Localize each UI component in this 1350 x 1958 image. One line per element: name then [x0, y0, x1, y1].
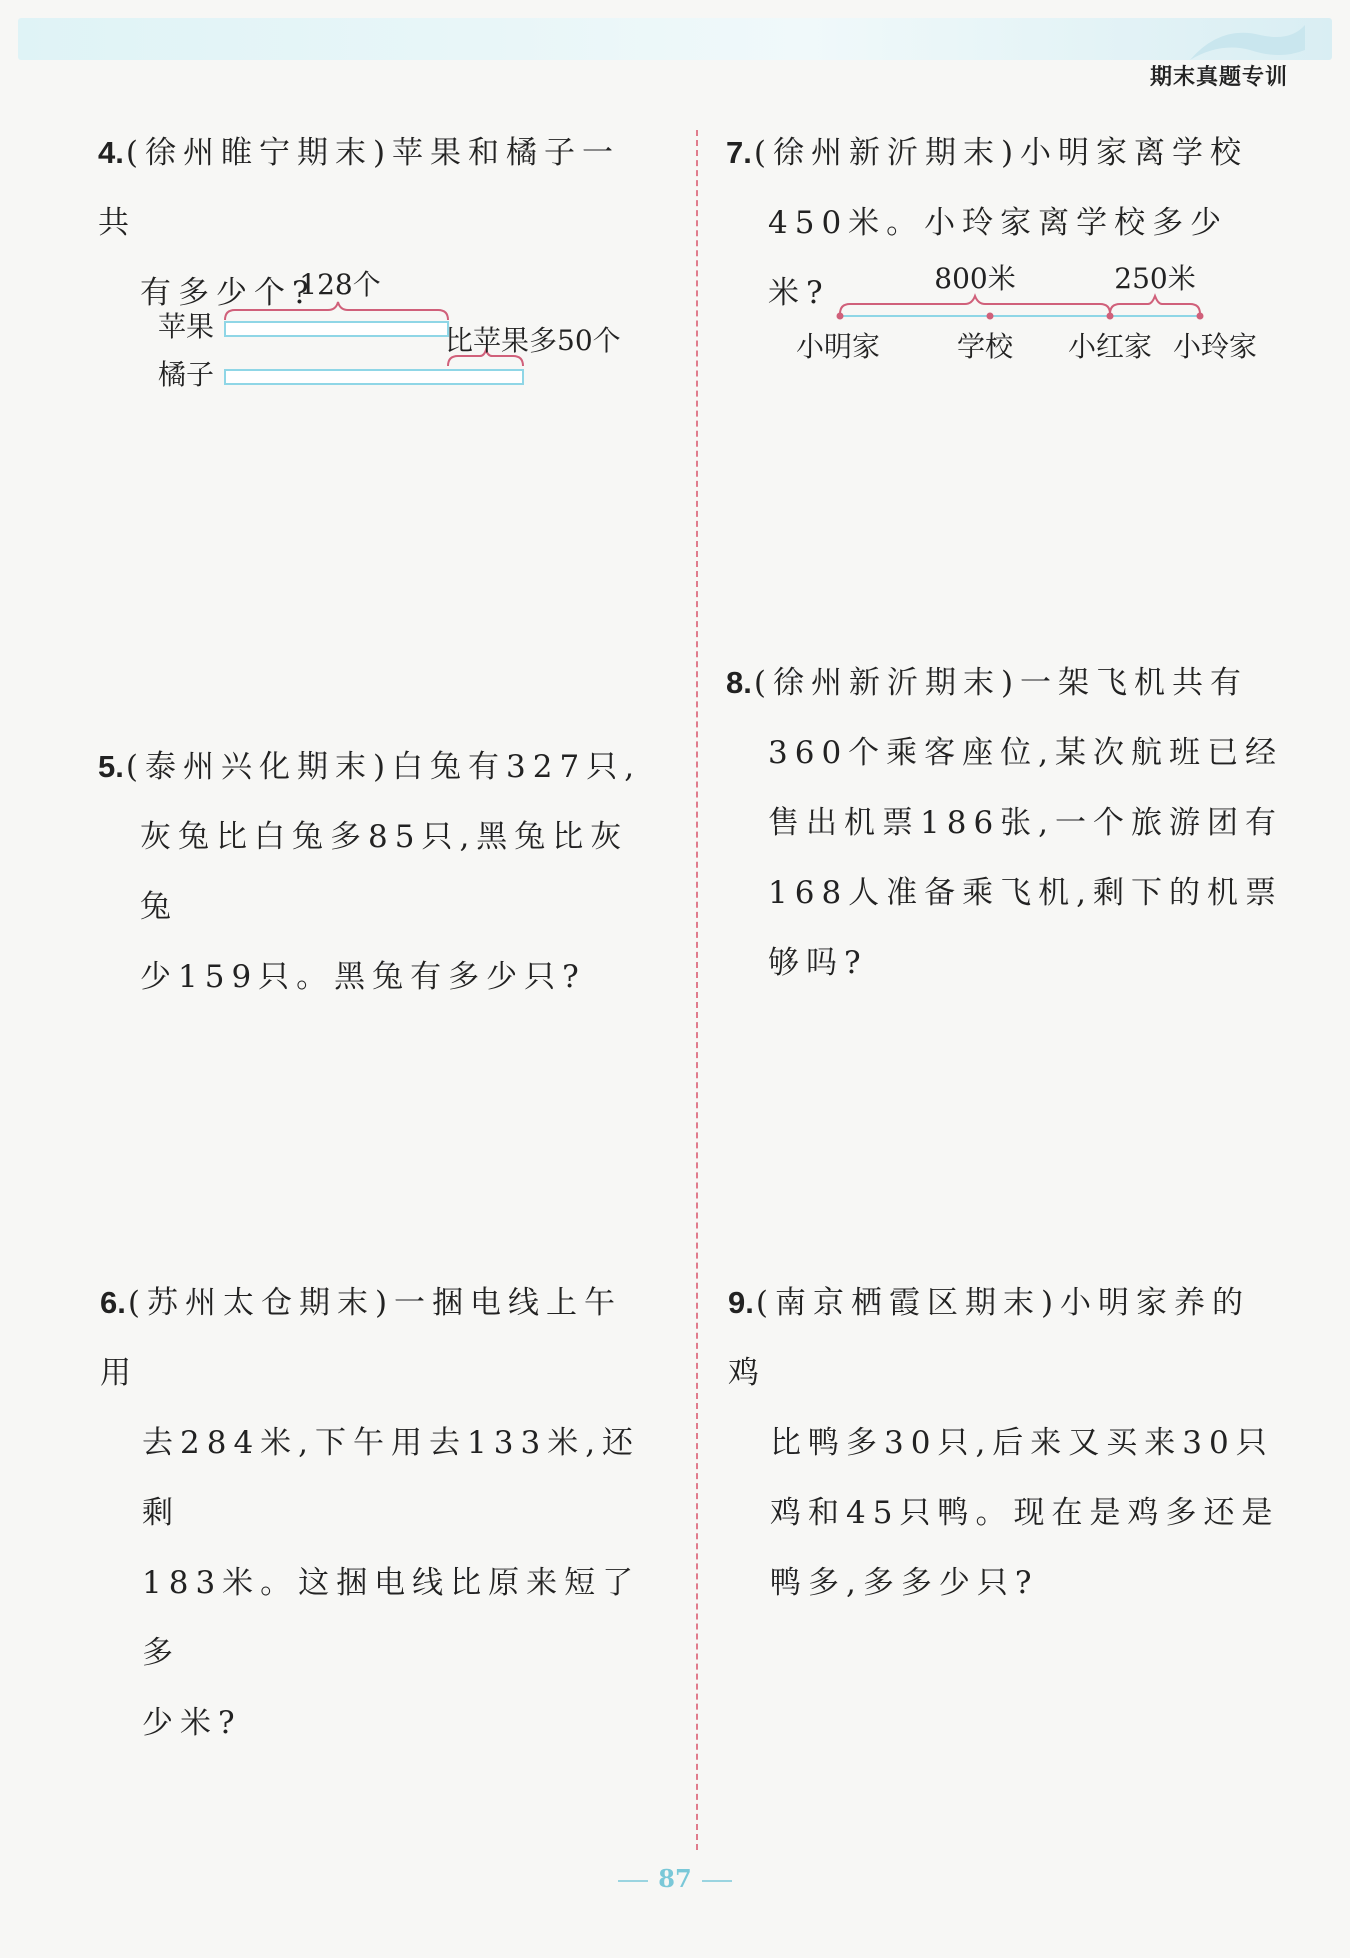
- problem-text: (南京栖霞区期末)小明家养的鸡: [728, 1285, 1251, 1391]
- problem-9: [728, 1268, 1288, 1618]
- page-number-dash: [618, 1880, 648, 1882]
- problem-text: (徐州睢宁期末)苹果和橘子一共: [98, 135, 621, 241]
- diagram-row-orange: 橘子: [158, 358, 215, 391]
- problem-number: 9.: [728, 1285, 754, 1320]
- problem-4-diagram: [150, 268, 670, 402]
- point-label: 小明家: [795, 330, 881, 363]
- point-label: 学校: [956, 330, 1014, 363]
- diagram-extra-label: 比苹果多50个: [445, 324, 621, 357]
- diagram-top-label: 128个: [299, 268, 381, 301]
- problem-text: 售出机票186张,一个旅游团有: [768, 805, 1284, 841]
- problem-text: 少159只。黑兔有多少只?: [140, 959, 586, 995]
- problem-text: 少米?: [142, 1705, 242, 1741]
- problem-number: 5.: [98, 749, 124, 784]
- problem-text: 360个乘客座位,某次航班已经: [768, 735, 1284, 771]
- point-label: 小玲家: [1172, 330, 1258, 363]
- apple-bar: [225, 322, 448, 336]
- page-number: [0, 1864, 1350, 1893]
- problem-5: [98, 732, 658, 1012]
- problem-number: 6.: [100, 1285, 126, 1320]
- page-number-text: 87: [658, 1864, 692, 1893]
- problem-text: 够吗?: [768, 945, 868, 981]
- problem-text: (泰州兴化期末)白兔有327只,: [125, 749, 642, 785]
- problem-text: 450米。小玲家离学校多少米?: [768, 205, 1229, 311]
- problem-6: [100, 1268, 660, 1758]
- diagram-label-800: 800米: [934, 264, 1016, 295]
- problem-number: 4.: [98, 135, 124, 170]
- diagram-label-250: 250米: [1114, 264, 1196, 295]
- problem-text: 去284米,下午用去133米,还剩: [142, 1425, 641, 1531]
- problem-number: 8.: [726, 665, 752, 700]
- problem-text: (苏州太仓期末)一捆电线上午用: [100, 1285, 623, 1391]
- problem-text: 有多少个?: [140, 275, 316, 311]
- orange-bar: [225, 370, 523, 384]
- problem-7-diagram: [780, 264, 1280, 378]
- problem-text: (徐州新沂期末)小明家离学校: [753, 135, 1249, 171]
- header-band: [18, 18, 1332, 60]
- problem-8: [726, 648, 1286, 998]
- page-number-dash: [702, 1880, 732, 1882]
- diagram-row-apple: 苹果: [158, 310, 215, 343]
- point-label: 小红家: [1067, 330, 1153, 363]
- problem-text: 168人准备乘飞机,剩下的机票: [768, 875, 1284, 911]
- problem-text: 鸡和45只鸭。现在是鸡多还是: [770, 1495, 1280, 1531]
- problem-text: 鸭多,多多少只?: [770, 1565, 1039, 1601]
- problem-number: 7.: [726, 135, 752, 170]
- problem-text: 比鸭多30只,后来又买来30只: [770, 1425, 1274, 1461]
- problem-text: 灰兔比白兔多85只,黑兔比灰兔: [140, 819, 629, 925]
- header-title: 期末真题专训: [1149, 65, 1288, 90]
- problem-text: 183米。这捆电线比原来短了多: [142, 1565, 641, 1671]
- column-divider: [696, 130, 698, 1850]
- problem-text: (徐州新沂期末)一架飞机共有: [753, 665, 1249, 701]
